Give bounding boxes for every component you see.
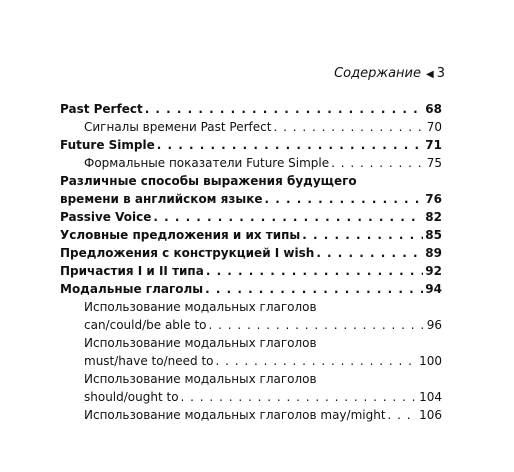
toc-entry-title: must/have to/need to [84, 354, 214, 368]
toc-page-number: 100 [419, 354, 442, 368]
toc-entry-title: времени в английском языке [60, 192, 263, 206]
toc-entry [60, 136, 442, 154]
toc-subentry [60, 388, 442, 406]
toc-page-number: 106 [419, 408, 442, 422]
toc-page-number: 89 [425, 246, 442, 260]
toc-page-number: 82 [425, 210, 442, 224]
toc-entry-title: Сигналы времени Past Perfect [84, 120, 272, 134]
toc-entry-title: Различные способы выражения будущего [60, 174, 357, 188]
running-head-title: Содержание [334, 66, 422, 81]
toc-entry-title: should/ought to [84, 390, 179, 404]
toc-entry [60, 190, 442, 208]
dot-leader [157, 136, 424, 154]
toc-entry-title: can/could/be able to [84, 318, 207, 332]
dot-leader [273, 118, 424, 136]
left-triangle-icon: ◀ [426, 69, 434, 80]
toc-page-number: 76 [425, 192, 442, 206]
toc-entry [60, 280, 442, 298]
toc-subentry [60, 154, 442, 172]
dot-leader [181, 388, 418, 406]
dot-leader [331, 154, 425, 172]
toc-subentry [60, 352, 442, 370]
toc-page-number: 104 [419, 390, 442, 404]
dot-leader [145, 100, 424, 118]
toc-entry-title: Формальные показатели Future Simple [84, 156, 330, 170]
toc-entry [60, 226, 442, 244]
toc-page-number: 75 [426, 156, 442, 170]
toc-entry [60, 244, 442, 262]
dot-leader [205, 280, 423, 298]
toc-subentry [60, 316, 442, 334]
toc-entry-title: Модальные глаголы [60, 282, 204, 296]
toc-entry-title: Passive Voice [60, 210, 152, 224]
dot-leader [216, 352, 418, 370]
toc-entry-title: Причастия I и II типа [60, 264, 204, 278]
toc-entry [60, 100, 442, 118]
toc-entry-title: Past Perfect [60, 102, 143, 116]
toc-entry-title: Использование модальных глаголов [84, 372, 317, 386]
toc-subentry [60, 406, 442, 424]
dot-leader [153, 208, 423, 226]
toc-entry-line [60, 172, 442, 190]
dot-leader [388, 406, 418, 424]
toc-subentry-line [60, 334, 442, 352]
toc-subentry [60, 118, 442, 136]
toc-subentry-line [60, 298, 442, 316]
table-of-contents [60, 100, 442, 424]
toc-entry-title: Условные предложения и их типы [60, 228, 301, 242]
toc-entry [60, 208, 442, 226]
toc-subentry-line [60, 370, 442, 388]
toc-page-number: 94 [425, 282, 442, 296]
running-head [334, 66, 445, 83]
toc-entry [60, 262, 442, 280]
toc-entry-title: Предложения с конструкцией I wish [60, 246, 315, 260]
toc-entry-title: Использование модальных глаголов [84, 336, 317, 350]
dot-leader [316, 244, 423, 262]
dot-leader [206, 262, 423, 280]
toc-entry-title: Future Simple [60, 138, 155, 152]
dot-leader [264, 190, 423, 208]
dot-leader [302, 226, 423, 244]
toc-entry-title: Использование модальных глаголов [84, 300, 317, 314]
toc-page-number: 71 [425, 138, 442, 152]
running-head-page-number: 3 [436, 66, 445, 81]
toc-entry-title: Использование модальных глаголов may/might [84, 408, 386, 422]
toc-page-number: 92 [425, 264, 442, 278]
dot-leader [209, 316, 425, 334]
toc-page-number: 85 [425, 228, 442, 242]
toc-page-number: 96 [426, 318, 442, 332]
toc-page-number: 70 [426, 120, 442, 134]
toc-page-number: 68 [425, 102, 442, 116]
